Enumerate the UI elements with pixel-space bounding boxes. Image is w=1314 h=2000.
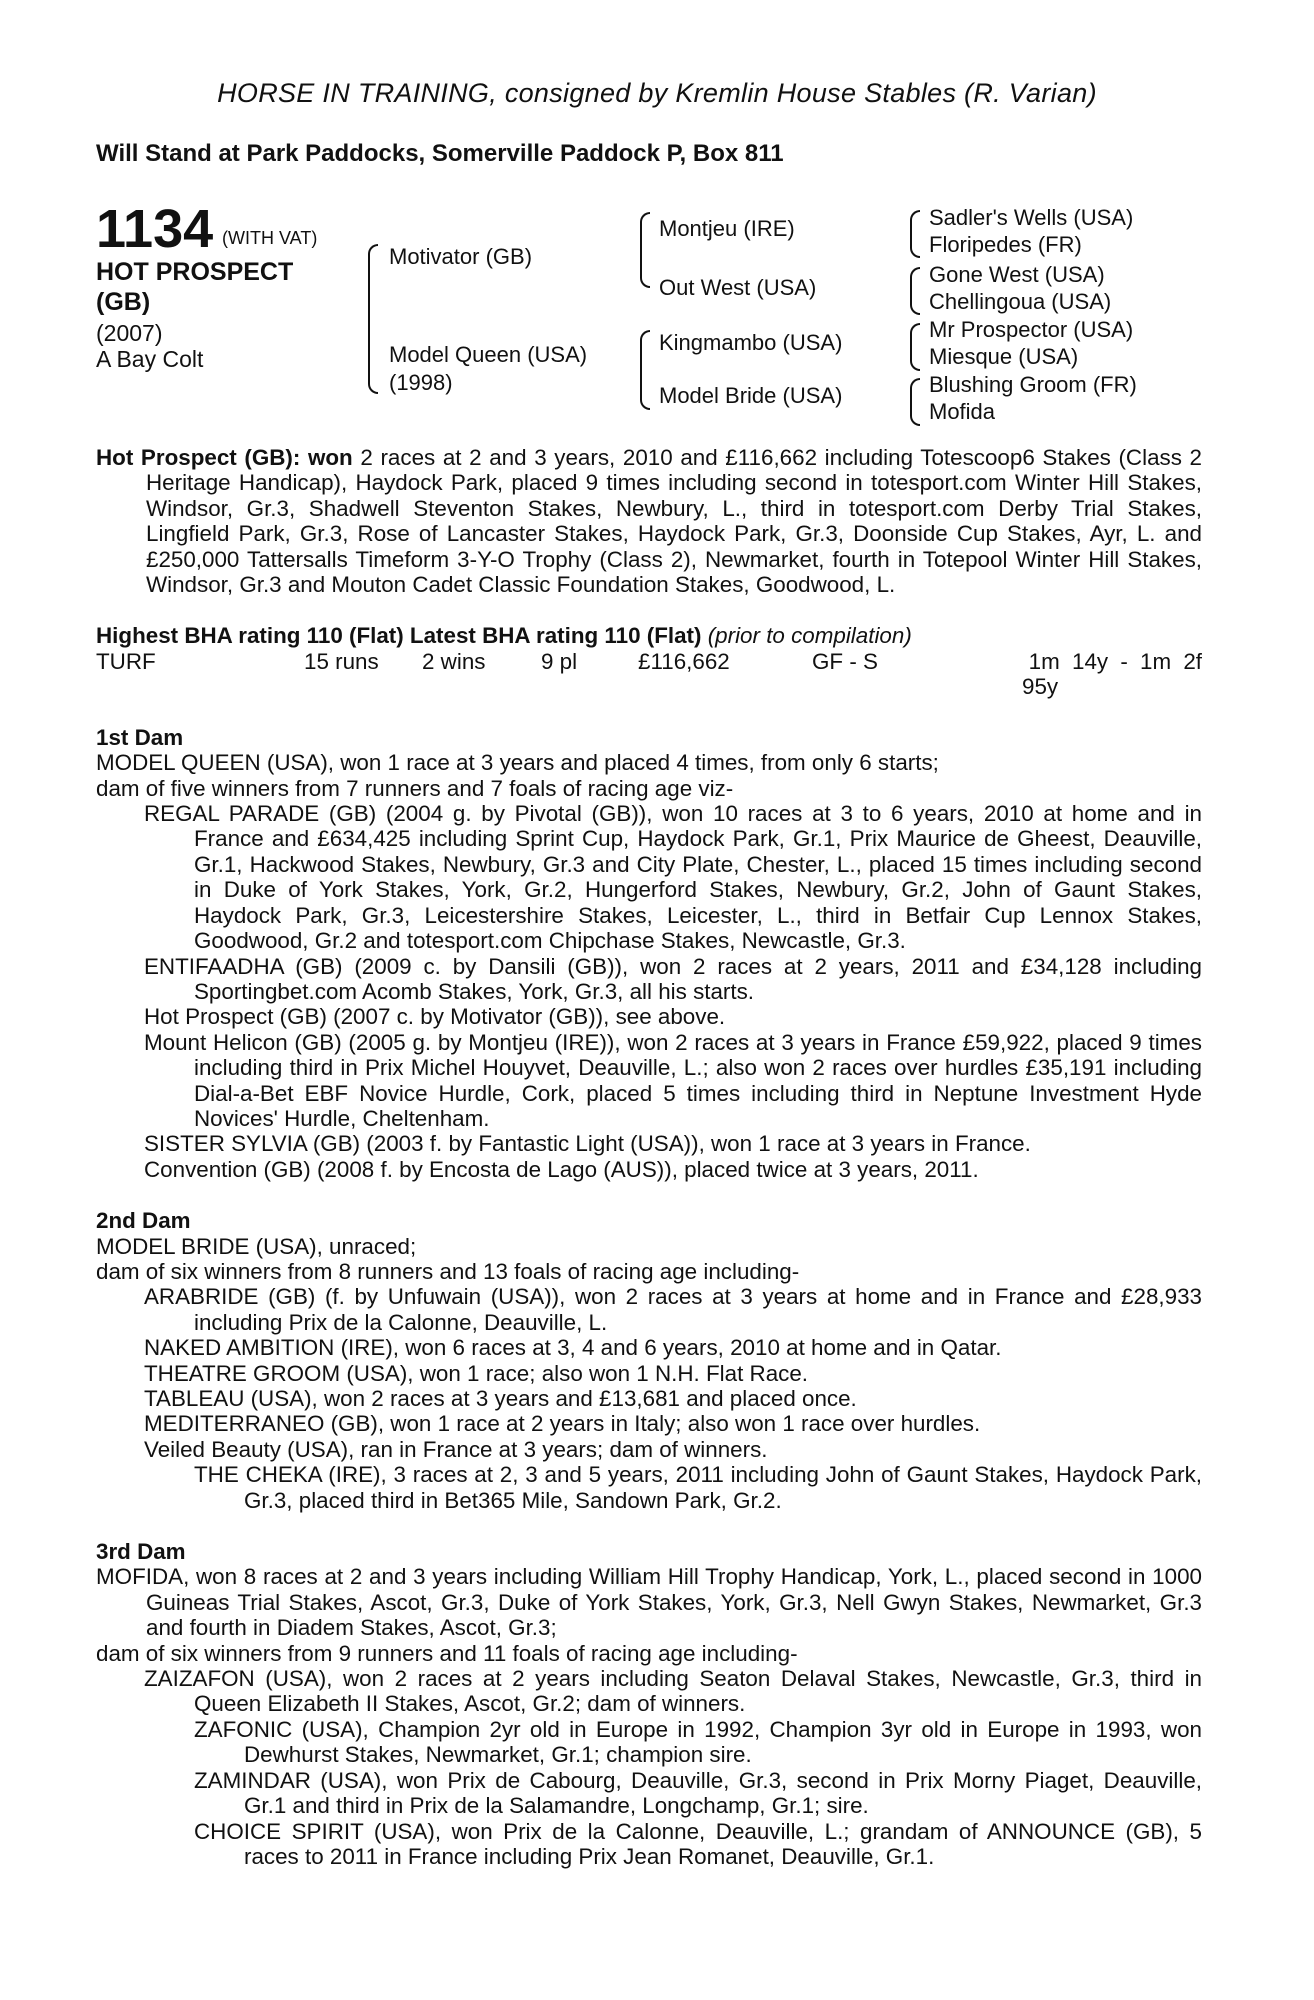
dam2-line-1: dam of six winners from 8 runners and 13 foals of racing age including-: [96, 1258, 800, 1284]
pedigree-brace-gen1: [368, 244, 378, 394]
pedigree-dss: Mr Prospector (USA): [929, 317, 1134, 342]
rating-heading: Highest BHA rating 110 (Flat) Latest BHA rating 110 (Flat): [96, 623, 702, 649]
pedigree-brace-ds: [910, 323, 920, 371]
lot-number: 1134: [96, 199, 214, 259]
stand-location: Will Stand at Park Paddocks, Somerville Paddock P, Box 811: [96, 140, 784, 167]
rating-heading-line: [96, 623, 1202, 648]
pedigree-brace-sire: [640, 212, 650, 288]
dam3-line-1: dam of six winners from 9 runners and 11 foals of racing age including-: [96, 1640, 798, 1666]
rating-wins: 2 wins: [422, 648, 486, 674]
pedigree-sd: Out West (USA): [659, 275, 817, 300]
produce-entry: CHOICE SPIRIT (USA), won Prix de la Calonne, Deauville, L.; grandam of ANNOUNCE (GB), 5 races to 2011 in France including Prix Jean Romanet, Deauville, Gr.1.: [194, 1818, 1202, 1869]
lot-info: [96, 320, 203, 372]
produce-entry: ENTIFAADHA (GB) (2009 c. by Dansili (GB)), won 2 races at 2 years, 2011 and £34,128 including Sportingbet.com Acomb Stakes, York, Gr.3, all his starts.: [144, 953, 1202, 1004]
produce-entry: ZAFONIC (USA), Champion 2yr old in Europe in 1992, Champion 3yr old in Europe in 1993, won Dewhurst Stakes, Newmarket, Gr.1; champion sire.: [194, 1716, 1202, 1768]
rating-note: (prior to compilation): [707, 623, 912, 649]
pedigree-brace-sd: [910, 267, 920, 315]
produce-entry: Convention (GB) (2008 f. by Encosta de Lago (AUS)), placed twice at 3 years, 2011.: [144, 1156, 979, 1182]
rating-stats-row: [96, 649, 1202, 674]
rating-distance-cont: 95y: [1022, 673, 1059, 699]
produce-entry: MEDITERRANEO (GB), won 1 race at 2 years in Italy; also won 1 race over hurdles.: [144, 1411, 981, 1437]
pedigree-ss: Montjeu (IRE): [659, 216, 795, 241]
horse-description: A Bay Colt: [96, 346, 204, 372]
produce-entry: REGAL PARADE (GB) (2004 g. by Pivotal (GB)), won 10 races at 3 to 6 years, 2010 at home and in France and £634,425 including Sprint Cup, Haydock Park, Gr.1, Prix Maurice de Gheest, Deauville, Gr.1, Hackwood Stakes, Newbury, Gr.3 and City Plate, Chester, L., placed 15 times including second in Duke of York Stakes, York, Gr.2, Hungerford Stakes, Newbury, Gr.2, John of Gaunt Stakes, Haydock Park, Gr.3, Leicestershire Stakes, Leicester, L., third in Betfair Cup Lennox Stakes, Goodwood, Gr.2 and totesport.com Chipchase Stakes, Newcastle, Gr.3.: [144, 801, 1202, 954]
pedigree-ssd: Floripedes (FR): [929, 232, 1082, 257]
pedigree-sss: Sadler's Wells (USA): [929, 205, 1134, 230]
dam1-line-0: MODEL QUEEN (USA), won 1 race at 3 years and placed 4 times, from only 6 starts;: [96, 750, 939, 776]
produce-entry: NAKED AMBITION (IRE), won 6 races at 3, 4 and 6 years, 2010 at home and in Qatar.: [144, 1335, 1002, 1361]
section-heading-1st-dam: 1st Dam: [96, 724, 184, 750]
dam3-line-0: MOFIDA, won 8 races at 2 and 3 years including William Hill Trophy Handicap, York, L., placed second in 1000 Guineas Trial Stakes, Ascot, Gr.3, Duke of York Stakes, York, Gr.3, Nell Gwyn Stakes, Newmarket, Gr.3 and fourth in Diadem Stakes, Ascot, Gr.3;: [96, 1564, 1202, 1641]
horse-name: HOT PROSPECT (GB): [96, 258, 294, 316]
vat-note: (WITH VAT): [222, 228, 318, 248]
race-summary: Hot Prospect (GB): won 2 races at 2 and 3 years, 2010 and £116,662 including Totescoop6 Stakes (Class 2 Heritage Handicap), Haydock Park, placed 9 times including second in totesport.com Winter Hill Stakes, Windsor, Gr.3, Shadwell Steventon Stakes, Newbury, L., third in totesport.com Derby Trial Stakes, Lingfield Park, Gr.3, Rose of Lancaster Stakes, Haydock Park, Gr.3, Doonside Cup Stakes, Ayr, L. and £250,000 Tattersalls Timeform 3-Y-O Trophy (Class 2), Newmarket, fourth in Totepool Winter Hill Stakes, Windsor, Gr.3 and Mouton Cadet Classic Foundation Stakes, Goodwood, L.: [96, 445, 1203, 598]
pedigree-dd: Model Bride (USA): [659, 383, 843, 408]
pedigree-sdd: Chellingoua (USA): [929, 289, 1112, 314]
pedigree-sire: Motivator (GB): [389, 244, 533, 269]
summary-horse-name: Hot Prospect (GB): [96, 445, 293, 470]
produce-entry: SISTER SYLVIA (GB) (2003 f. by Fantastic Light (USA)), won 1 race at 3 years in France.: [144, 1131, 1031, 1157]
produce-entry: ARABRIDE (GB) (f. by Unfuwain (USA)), won 2 races at 3 years at home and in France and £28,933 including Prix de la Calonne, Deauville, L.: [144, 1284, 1202, 1335]
dam2-line-0: MODEL BRIDE (USA), unraced;: [96, 1233, 417, 1259]
pedigree-dds: Blushing Groom (FR): [929, 372, 1137, 397]
pedigree-dsd: Miesque (USA): [929, 344, 1079, 369]
catalogue-header: HORSE IN TRAINING, consigned by Kremlin House Stables (R. Varian): [217, 78, 1097, 108]
pedigree-brace-dd: [910, 378, 920, 426]
pedigree-brace-dam: [640, 330, 650, 410]
foaling-year: (2007): [96, 320, 163, 346]
pedigree-ddd: Mofida: [929, 399, 996, 424]
pedigree-dam: Model Queen (USA): [389, 342, 588, 367]
produce-entry: THE CHEKA (IRE), 3 races at 2, 3 and 5 years, 2011 including John of Gaunt Stakes, Haydock Park, Gr.3, placed third in Bet365 Mile, Sandown Park, Gr.2.: [194, 1462, 1202, 1513]
produce-entry: Mount Helicon (GB) (2005 g. by Montjeu (IRE)), won 2 races at 3 years in France £59,922, placed 9 times including third in Prix Michel Houyvet, Deauville, L.; also won 2 races over hurdles £35,191 including Dial-a-Bet EBF Novice Hurdle, Cork, placed 5 times including third in Neptune Investment Hyde Novices' Hurdle, Cheltenham.: [144, 1029, 1202, 1131]
pedigree-dam-year: (1998): [389, 370, 453, 395]
summary-text: 2 races at 2 and 3 years, 2010 and £116,662 including Totescoop6 Stakes (Class 2 Heritage Handicap), Haydock Park, placed 9 times including second in totesport.com Winter Hill Stakes, Windsor, Gr.3, Shadwell Steventon Stakes, Newbury, L., third in totesport.com Derby Trial Stakes, Lingfield Park, Gr.3, Rose of Lancaster Stakes, Haydock Park, Gr.3, Doonside Cup Stakes, Ayr, L. and £250,000 Tattersalls Timeform 3-Y-O Trophy (Class 2), Newmarket, fourth in Totepool Winter Hill Stakes, Windsor, Gr.3 and Mouton Cadet Classic Foundation Stakes, Goodwood, L.: [146, 445, 1203, 598]
rating-surface: TURF: [96, 648, 156, 674]
produce-entry: TABLEAU (USA), won 2 races at 3 years and £13,681 and placed once.: [144, 1386, 857, 1411]
section-heading-2nd-dam: 2nd Dam: [96, 1208, 191, 1234]
rating-earnings: £116,662: [638, 648, 730, 674]
summary-won: won: [307, 445, 353, 470]
rating-going: GF - S: [812, 648, 878, 674]
produce-entry: ZAIZAFON (USA), won 2 races at 2 years including Seaton Delaval Stakes, Newcastle, Gr.3, third in Queen Elizabeth II Stakes, Ascot, Gr.2; dam of winners.: [144, 1666, 1202, 1717]
produce-entry: ZAMINDAR (USA), won Prix de Cabourg, Deauville, Gr.3, second in Prix Morny Piaget, Deauville, Gr.1 and third in Prix de la Salamandre, Longchamp, Gr.1; sire.: [194, 1767, 1202, 1819]
rating-runs: 15 runs: [304, 648, 379, 674]
produce-entry: Hot Prospect (GB) (2007 c. by Motivator (GB)), see above.: [144, 1004, 726, 1030]
rating-placed: 9 pl: [541, 648, 578, 674]
section-heading-3rd-dam: 3rd Dam: [96, 1539, 186, 1565]
rating-stats-row-2: [96, 674, 1202, 699]
dam1-line-1: dam of five winners from 7 runners and 7 foals of racing age viz-: [96, 775, 734, 801]
pedigree-sds: Gone West (USA): [929, 262, 1105, 287]
produce-entry: Veiled Beauty (USA), ran in France at 3 years; dam of winners.: [144, 1436, 768, 1462]
rating-distance: 1m 14y - 1m 2f: [1028, 648, 1202, 674]
produce-entry: THEATRE GROOM (USA), won 1 race; also won 1 N.H. Flat Race.: [144, 1360, 809, 1386]
pedigree-ds: Kingmambo (USA): [659, 330, 843, 355]
catalogue-body: [96, 445, 1202, 1869]
pedigree-brace-ss: [910, 210, 920, 258]
